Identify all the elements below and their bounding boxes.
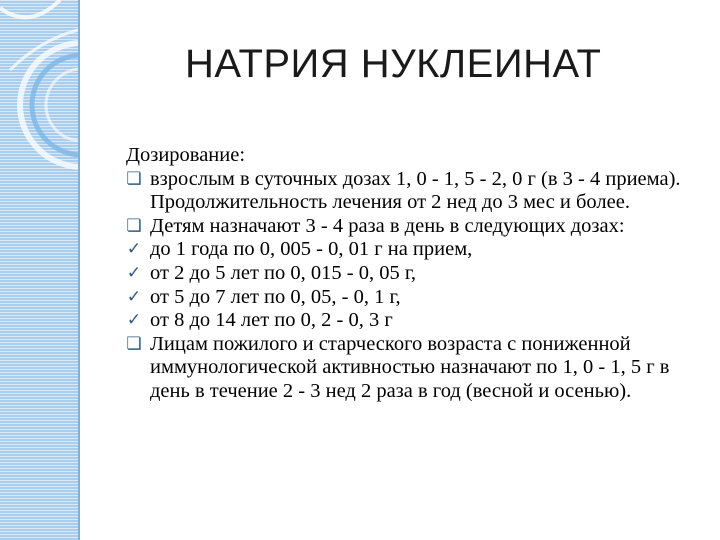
- list-item-text: до 1 года по 0, 005 - 0, 01 г на прием,: [150, 238, 473, 261]
- decorative-side-band: [0, 0, 80, 540]
- list-item-text: Детям назначают 3 - 4 раза в день в следующих дозах:: [150, 214, 625, 237]
- dosage-heading: Дозирование:: [126, 144, 246, 166]
- list-item-text: взрослым в суточных дозах 1, 0 - 1, 5 - 2, 0 г (в 3 - 4 приема). Продолжительность лечения от 2 нед до 3 мес и более.: [150, 167, 681, 214]
- slide-title: НАТРИЯ НУКЛЕИНАТ: [185, 42, 602, 86]
- list-item: [124, 215, 709, 239]
- list-item-text: Лицам пожилого и старческого возраста с пониженной иммунологической активностью назначают по 1, 0 - 1, 5 г в день в течение 2 - 3 нед 2 раза в год (весной и осенью).: [150, 332, 670, 402]
- decorative-rings-graphic: [0, 0, 80, 540]
- square-bullet-icon: ❏: [126, 333, 142, 354]
- list-item: [124, 309, 709, 333]
- list-item: [124, 286, 709, 310]
- checkmark-bullet-icon: ✓: [126, 262, 142, 283]
- band-edge-line: [78, 0, 80, 540]
- square-bullet-icon: ❏: [126, 215, 142, 236]
- list-item: [124, 168, 709, 215]
- checkmark-bullet-icon: ✓: [126, 286, 142, 307]
- list-item-text: от 5 до 7 лет по 0, 05, - 0, 1 г,: [150, 285, 401, 308]
- checkmark-bullet-icon: ✓: [126, 310, 142, 331]
- slide-body: [124, 144, 709, 404]
- list-item-text: от 2 до 5 лет по 0, 015 - 0, 05 г,: [150, 261, 417, 284]
- checkmark-bullet-icon: ✓: [126, 239, 142, 260]
- list-item-text: от 8 до 14 лет по 0, 2 - 0, 3 г: [150, 309, 393, 332]
- square-bullet-icon: ❏: [126, 168, 142, 189]
- dosage-list: [124, 168, 709, 404]
- list-item: [124, 262, 709, 286]
- list-item: [124, 333, 709, 404]
- list-item: [124, 238, 709, 262]
